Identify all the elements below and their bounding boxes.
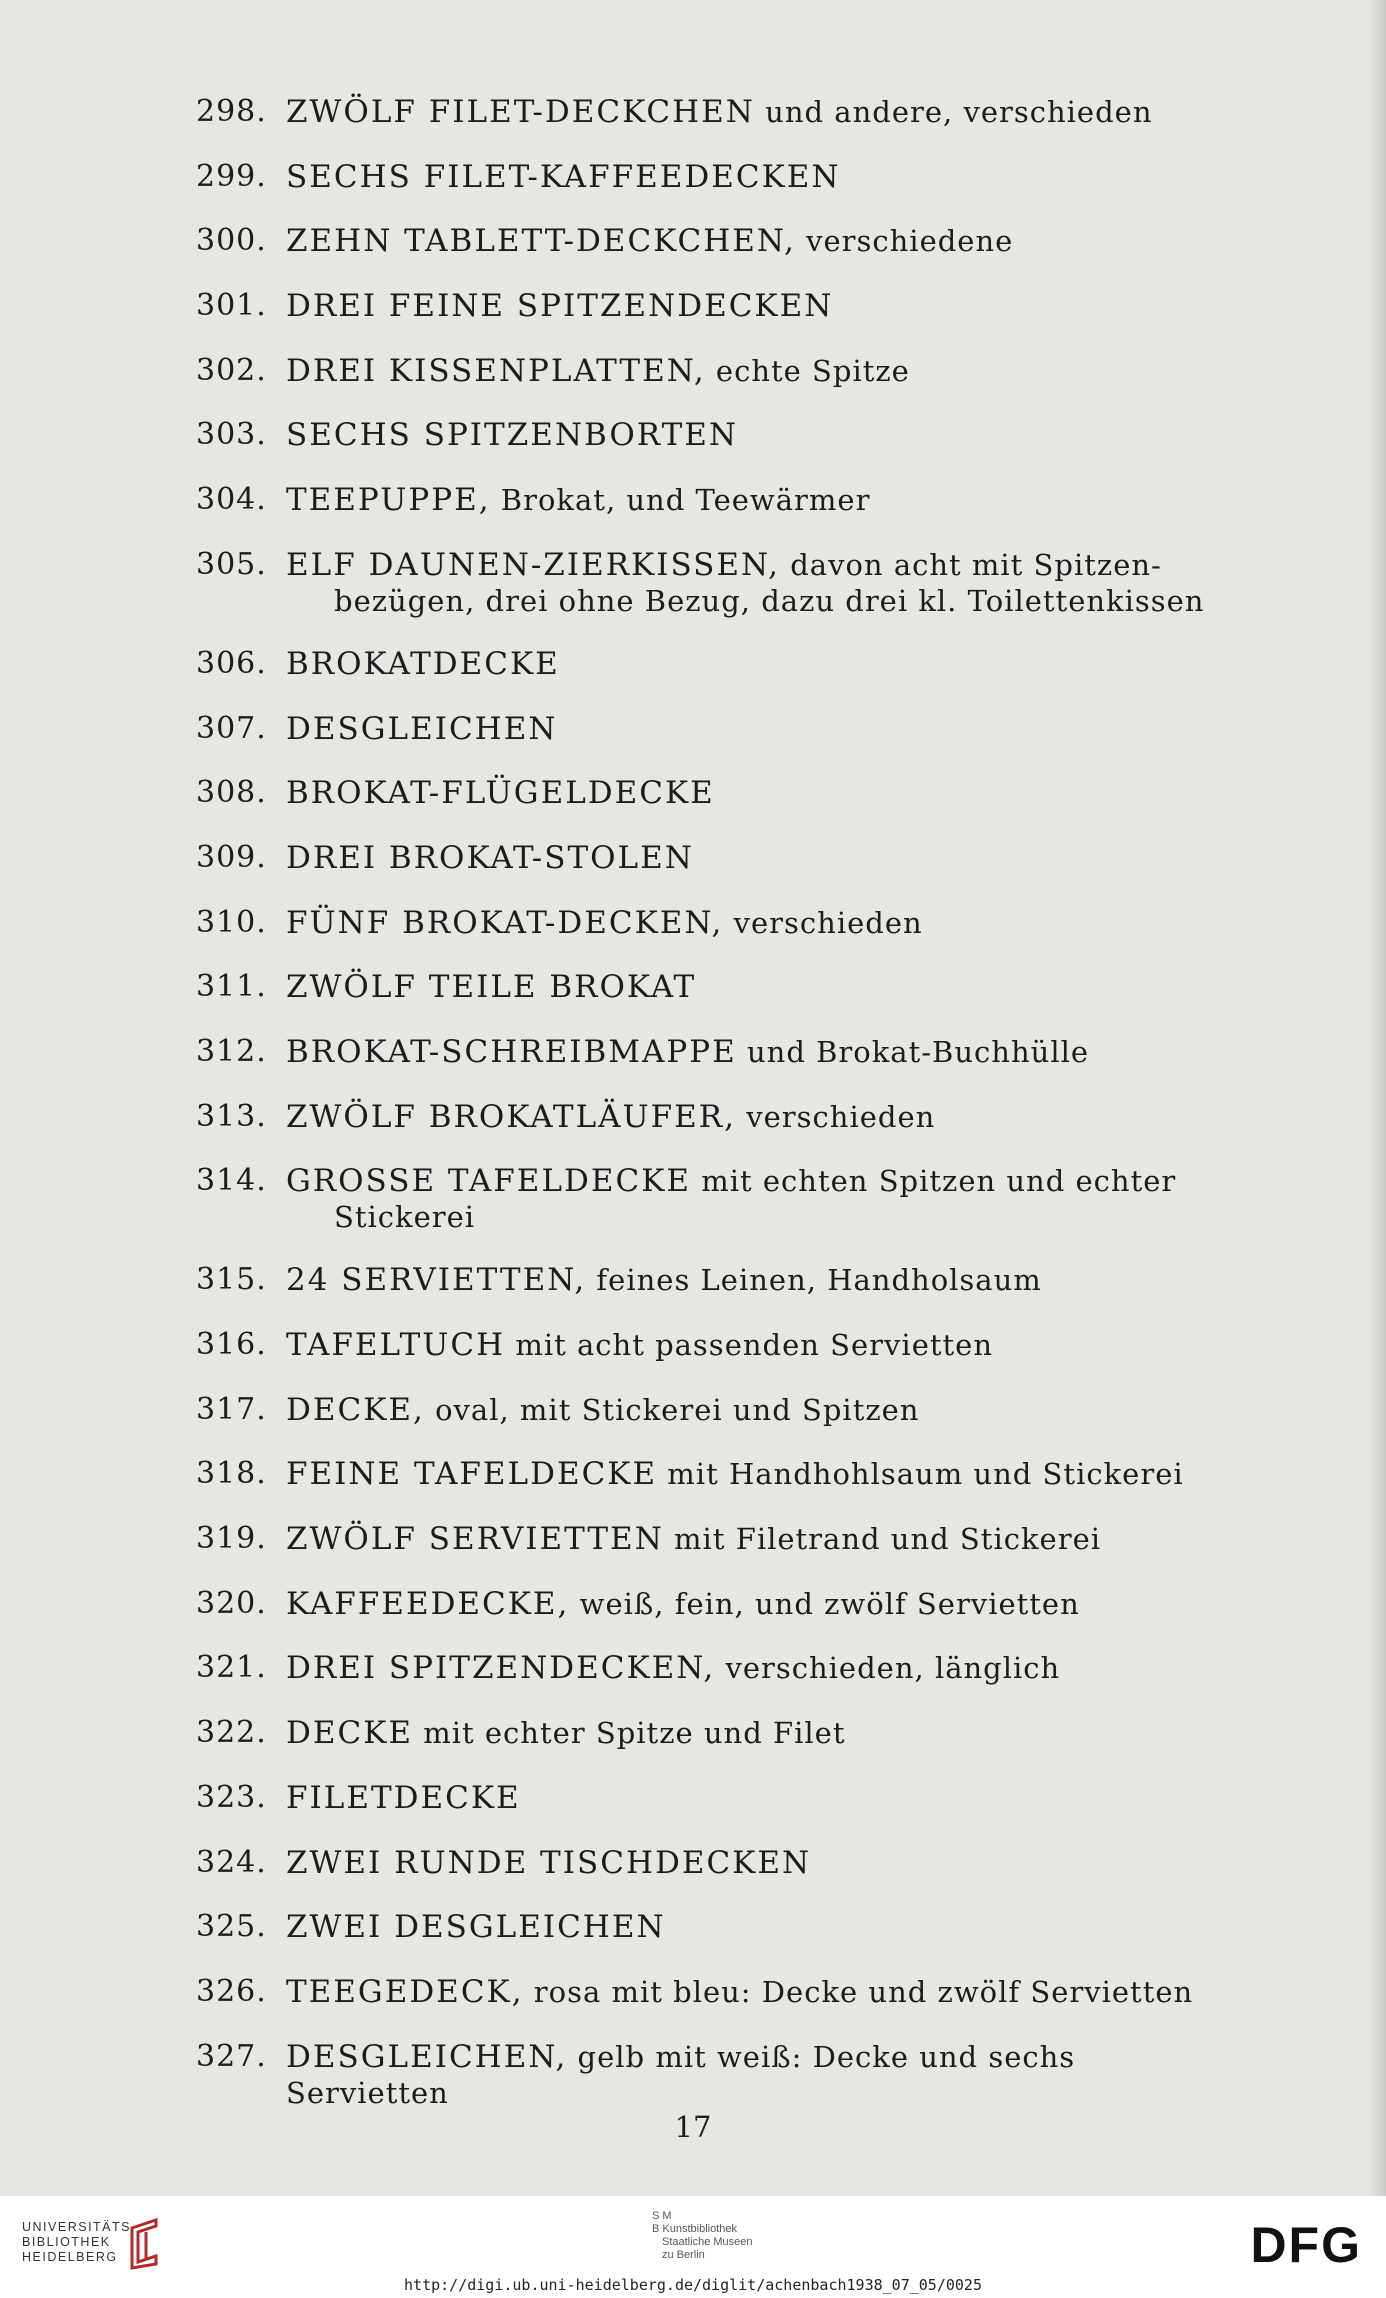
lot-number: 313. <box>196 1098 267 1134</box>
digitization-footer <box>0 2196 1386 2298</box>
museum-stamp <box>652 2210 753 2262</box>
lot-description <box>286 1642 1236 1686</box>
catalog-entry <box>196 1026 1236 1091</box>
lot-number: 303. <box>196 417 267 453</box>
catalog-entry <box>196 1319 1236 1384</box>
lot-title: DESGLEICHEN, <box>286 2038 568 2075</box>
lot-number: 305. <box>196 546 267 582</box>
lot-description <box>286 1837 1236 1881</box>
lot-title: ZWEI DESGLEICHEN <box>286 1909 666 1946</box>
lot-title: BROKAT-SCHREIBMAPPE <box>286 1033 737 1070</box>
catalog-entry <box>196 280 1236 345</box>
lot-title: BROKATDECKE <box>286 645 560 682</box>
lot-description <box>286 151 1236 195</box>
lot-title: ZWÖLF FILET-DECKCHEN <box>286 94 755 130</box>
lot-number: 327. <box>196 2038 267 2074</box>
lot-title: SECHS FILET-KAFFEEDECKEN <box>286 158 841 195</box>
catalog-entry <box>196 86 1236 151</box>
catalog-entry <box>196 215 1236 280</box>
catalog-entry <box>196 703 1236 768</box>
lot-title: DREI SPITZENDECKEN, <box>286 1650 716 1687</box>
lot-title: TAFELTUCH <box>286 1327 506 1363</box>
university-logo-line: UNIVERSITÄTS- <box>22 2220 137 2234</box>
lot-description <box>286 1578 1236 1622</box>
catalog-entry <box>196 1384 1236 1449</box>
catalog-entry <box>196 767 1236 832</box>
lot-number: 324. <box>196 1844 267 1880</box>
catalog-entry <box>196 1642 1236 1707</box>
lot-details: mit acht passenden Servietten <box>505 1328 994 1362</box>
catalog-entry <box>196 1578 1236 1643</box>
lot-details: und andere, verschieden <box>754 95 1153 129</box>
lot-number: 304. <box>196 482 267 518</box>
lot-details: verschiedene <box>795 224 1014 259</box>
library-emblem-icon <box>126 2218 168 2270</box>
catalog-entry <box>196 1966 1236 2031</box>
lot-number: 308. <box>196 775 267 811</box>
lot-details: echte Spitze <box>705 353 910 388</box>
lot-details: Brokat, und Teewärmer <box>490 483 871 518</box>
lot-number: 312. <box>196 1033 267 1069</box>
lot-description <box>286 1384 1236 1428</box>
lot-details: mit Handhohlsaum und Stickerei <box>657 1457 1184 1492</box>
lot-description <box>286 474 1236 518</box>
lot-title: SECHS SPITZENBORTEN <box>286 417 739 454</box>
lot-number: 309. <box>196 839 267 875</box>
lot-description <box>286 961 1236 1005</box>
lot-title: ZWÖLF TEILE BROKAT <box>286 969 697 1006</box>
lot-description <box>286 638 1236 682</box>
lot-title: DREI FEINE SPITZENDECKEN <box>286 288 834 325</box>
lot-description <box>286 1091 1236 1135</box>
lot-number: 316. <box>196 1327 267 1362</box>
lot-description <box>286 409 1236 453</box>
catalog-entry <box>196 409 1236 474</box>
lot-title: FEINE TAFELDECKE <box>286 1456 658 1493</box>
lot-details: mit echter Spitze und Filet <box>413 1716 846 1751</box>
lot-number: 325. <box>196 1909 267 1945</box>
lot-title: DESGLEICHEN <box>286 710 558 747</box>
lot-details-continued: bezügen, drei ohne Bezug, dazu drei kl. Toilettenkissen <box>334 583 1205 618</box>
lot-details: verschieden <box>736 1099 936 1134</box>
lot-description <box>286 539 1236 619</box>
lot-details: mit Filetrand und Stickerei <box>663 1522 1101 1557</box>
lot-title: DECKE <box>286 1715 413 1752</box>
lot-number: 306. <box>196 645 267 681</box>
university-logo-line: BIBLIOTHEK <box>22 2235 111 2249</box>
catalog-entry <box>196 1772 1236 1837</box>
lot-description <box>286 1319 1236 1363</box>
lot-details: weiß, fein, und zwölf Servietten <box>569 1586 1080 1621</box>
lot-description <box>286 1707 1236 1751</box>
catalog-entry <box>196 1155 1236 1254</box>
lot-title: ELF DAUNEN-ZIERKISSEN, <box>286 546 781 583</box>
lot-details: und Brokat-Buchhülle <box>736 1034 1090 1069</box>
lot-number: 319. <box>196 1521 267 1557</box>
catalog-entry-list <box>196 86 1236 2110</box>
lot-description <box>286 897 1236 941</box>
page-edge-shadow <box>1368 0 1386 2196</box>
catalog-entry <box>196 151 1236 216</box>
dfg-logo: DFG <box>1250 2217 1362 2273</box>
university-library-logo <box>22 2220 137 2265</box>
lot-title: ZEHN TABLETT-DECKCHEN, <box>286 223 796 260</box>
catalog-entry <box>196 1091 1236 1156</box>
lot-description <box>286 2031 1236 2111</box>
lot-description <box>286 1448 1236 1492</box>
lot-description <box>286 86 1236 130</box>
lot-title: DREI BROKAT-STOLEN <box>286 839 694 876</box>
stamp-line: B Kunstbibliothek <box>652 2223 737 2235</box>
lot-number: 323. <box>196 1779 267 1815</box>
lot-number: 300. <box>196 223 267 259</box>
lot-number: 314. <box>196 1163 267 1199</box>
stamp-line: zu Berlin <box>662 2249 705 2261</box>
lot-description <box>286 280 1236 324</box>
lot-description <box>286 345 1236 389</box>
lot-description <box>286 703 1236 747</box>
catalog-entry <box>196 1901 1236 1966</box>
catalog-entry <box>196 638 1236 703</box>
lot-description <box>286 767 1236 811</box>
stamp-line: S M <box>652 2210 672 2222</box>
lot-description <box>286 832 1236 876</box>
catalog-entry <box>196 1513 1236 1578</box>
lot-number: 311. <box>196 969 267 1005</box>
lot-number: 307. <box>196 710 267 746</box>
lot-details: verschieden, länglich <box>715 1651 1061 1686</box>
lot-title: FILETDECKE <box>286 1779 521 1816</box>
catalog-entry <box>196 474 1236 539</box>
lot-number: 302. <box>196 352 267 388</box>
lot-description <box>286 1254 1236 1298</box>
lot-title: GROSSE TAFELDECKE <box>286 1163 692 1200</box>
lot-title: DREI KISSENPLATTEN, <box>286 352 706 389</box>
lot-description <box>286 1901 1236 1945</box>
lot-details: feines Leinen, Handholsaum <box>586 1263 1042 1298</box>
permalink-url[interactable]: http://digi.ub.uni-heidelberg.de/diglit/achenbach1938_07_05/0025 <box>404 2276 982 2294</box>
lot-description <box>286 1966 1236 2010</box>
lot-number: 315. <box>196 1262 267 1298</box>
lot-title: DECKE, <box>286 1391 425 1428</box>
catalog-entry <box>196 832 1236 897</box>
catalog-entry <box>196 2031 1236 2110</box>
lot-description <box>286 1026 1236 1070</box>
lot-details: rosa mit bleu: Decke und zwölf Servietten <box>523 1974 1194 2009</box>
lot-title: ZWEI RUNDE TISCHDECKEN <box>286 1844 812 1881</box>
lot-title: ZWÖLF BROKATLÄUFER, <box>286 1098 737 1135</box>
lot-title: KAFFEEDECKE, <box>286 1585 570 1622</box>
lot-details: verschieden <box>723 905 923 940</box>
lot-details-continued: Stickerei <box>334 1200 476 1235</box>
lot-description <box>286 215 1236 259</box>
lot-number: 321. <box>196 1650 267 1686</box>
lot-details: gelb mit weiß: Decke und sechs Servietten <box>286 2039 1076 2110</box>
lot-number: 322. <box>196 1715 267 1751</box>
catalog-entry <box>196 1837 1236 1902</box>
catalog-entry <box>196 539 1236 638</box>
lot-title: ZWÖLF SERVIETTEN <box>286 1521 664 1558</box>
lot-title: TEEPUPPE, <box>286 482 491 519</box>
lot-title: 24 SERVIETTEN, <box>286 1262 587 1299</box>
lot-number: 301. <box>196 288 267 324</box>
catalog-entry <box>196 1707 1236 1772</box>
page-number: 17 <box>674 2110 712 2144</box>
lot-number: 320. <box>196 1585 267 1621</box>
lot-details: mit echten Spitzen und echter <box>691 1164 1177 1199</box>
lot-title: BROKAT-FLÜGELDECKE <box>286 775 715 812</box>
lot-title: FÜNF BROKAT-DECKEN, <box>286 904 724 941</box>
lot-number: 298. <box>196 94 267 129</box>
lot-details: davon acht mit Spitzen- <box>780 547 1162 582</box>
lot-number: 326. <box>196 1973 267 2009</box>
lot-number: 310. <box>196 904 267 940</box>
lot-description <box>286 1772 1236 1816</box>
lot-number: 317. <box>196 1391 267 1427</box>
catalog-entry <box>196 961 1236 1026</box>
lot-description <box>286 1513 1236 1557</box>
lot-details: oval, mit Stickerei und Spitzen <box>424 1392 920 1427</box>
catalog-entry <box>196 1254 1236 1319</box>
catalog-entry <box>196 897 1236 962</box>
stamp-line: Staatliche Museen <box>662 2236 753 2248</box>
lot-description <box>286 1155 1236 1235</box>
lot-number: 318. <box>196 1456 267 1492</box>
catalog-entry <box>196 1448 1236 1513</box>
catalog-entry <box>196 345 1236 410</box>
lot-title: TEEGEDECK, <box>286 1973 524 2010</box>
university-logo-line: HEIDELBERG <box>22 2250 118 2264</box>
lot-number: 299. <box>196 158 267 194</box>
